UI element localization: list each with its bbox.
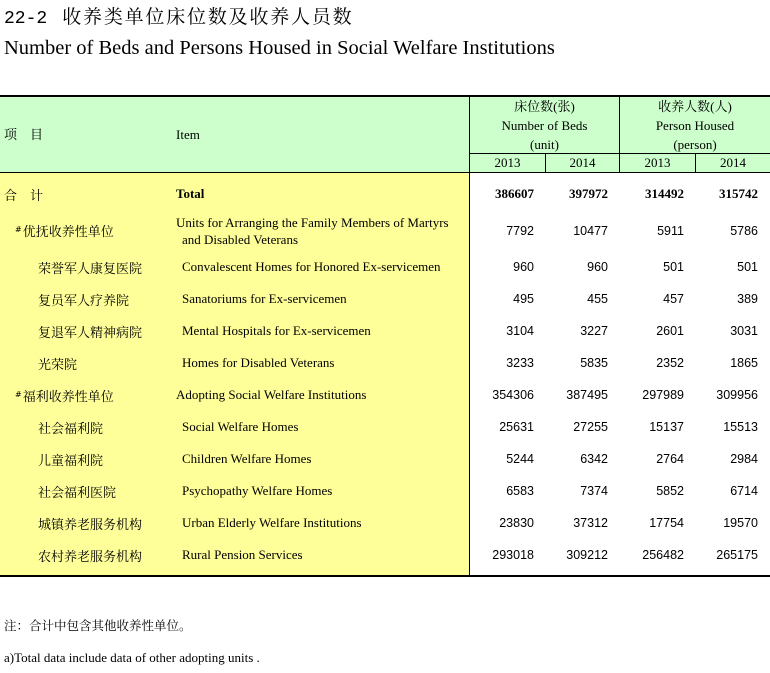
table-row bbox=[0, 251, 770, 283]
persons-2013-value: 457 bbox=[663, 292, 684, 306]
beds-2014-value: 5835 bbox=[580, 356, 608, 370]
persons-2013-value: 15137 bbox=[649, 420, 684, 434]
table-row-total bbox=[0, 175, 770, 213]
beds-2013-value: 5244 bbox=[506, 452, 534, 466]
table-row bbox=[0, 211, 770, 250]
beds-2013-value: 495 bbox=[513, 292, 534, 306]
item-en: Psychopathy Welfare Homes bbox=[182, 483, 333, 498]
header-item-en: Item bbox=[176, 127, 200, 142]
beds-2014-value: 10477 bbox=[573, 223, 608, 238]
item-zh: 儿童福利院 bbox=[38, 452, 104, 468]
item-zh: 社会福利医院 bbox=[38, 484, 117, 500]
item-en-line-2: and Disabled Veterans bbox=[182, 231, 299, 247]
beds-2013-value: 293018 bbox=[492, 548, 534, 562]
header-persons-year-2014: 2014 bbox=[720, 155, 746, 170]
item-zh: 复员军人疗养院 bbox=[38, 292, 130, 308]
header-group-beds bbox=[470, 97, 619, 154]
persons-2013-value: 314492 bbox=[645, 186, 684, 201]
beds-2013-value: 23830 bbox=[499, 516, 534, 530]
header-item-zh: 项 目 bbox=[4, 127, 44, 142]
persons-2013-value: 2601 bbox=[656, 324, 684, 338]
persons-2013-value: 5852 bbox=[656, 484, 684, 498]
persons-2014-value: 2984 bbox=[730, 452, 758, 466]
header-beds-zh: 床位数(张) bbox=[514, 99, 575, 114]
table-row bbox=[0, 539, 770, 571]
persons-2014-value: 3031 bbox=[730, 324, 758, 338]
beds-2014-value: 387495 bbox=[566, 388, 608, 402]
table-number: 22-2 bbox=[4, 9, 48, 29]
table-row bbox=[0, 507, 770, 539]
persons-2014-value: 1865 bbox=[730, 356, 758, 370]
item-en: Mental Hospitals for Ex-servicemen bbox=[182, 323, 371, 338]
item-en: Total bbox=[176, 186, 205, 201]
item-en: Adopting Social Welfare Institutions bbox=[176, 387, 367, 402]
footnote-en: a)Total data include data of other adopting units . bbox=[4, 650, 260, 665]
table-title-en: Number of Beds and Persons Housed in Social Welfare Institutions bbox=[4, 37, 555, 59]
persons-2013-value: 501 bbox=[663, 260, 684, 274]
header-bottom-rule bbox=[0, 172, 770, 173]
header-persons-year-2013: 2013 bbox=[644, 155, 671, 170]
item-en bbox=[172, 214, 470, 248]
persons-2014-value: 5786 bbox=[730, 223, 758, 238]
item-zh: 城镇养老服务机构 bbox=[38, 516, 143, 532]
beds-2013-value: 386607 bbox=[495, 186, 534, 201]
beds-2014-value: 309212 bbox=[566, 548, 608, 562]
item-en: Convalescent Homes for Honored Ex-servicemen bbox=[182, 259, 441, 274]
persons-2014-value: 6714 bbox=[730, 484, 758, 498]
beds-2014-value: 960 bbox=[587, 260, 608, 274]
header-persons-unit: (person) bbox=[673, 137, 717, 152]
header-beds-en: Number of Beds bbox=[501, 118, 588, 133]
persons-2014-value: 315742 bbox=[719, 186, 758, 201]
beds-2014-value: 7374 bbox=[580, 484, 608, 498]
persons-2014-value: 15513 bbox=[723, 420, 758, 434]
table-row bbox=[0, 443, 770, 475]
persons-2013-value: 297989 bbox=[642, 388, 684, 402]
item-zh: 农村养老服务机构 bbox=[38, 548, 143, 564]
beds-2014-value: 6342 bbox=[580, 452, 608, 466]
item-zh: 复退军人精神病院 bbox=[38, 324, 143, 340]
persons-2013-value: 2764 bbox=[656, 452, 684, 466]
beds-2013-value: 960 bbox=[513, 260, 534, 274]
beds-2014-value: 3227 bbox=[580, 324, 608, 338]
header-beds-unit: (unit) bbox=[530, 137, 559, 152]
persons-2014-value: 389 bbox=[737, 292, 758, 306]
item-zh: 荣誉军人康复医院 bbox=[38, 260, 143, 276]
persons-2014-value: 19570 bbox=[723, 516, 758, 530]
item-zh: 光荣院 bbox=[38, 356, 78, 372]
persons-2013-value: 2352 bbox=[656, 356, 684, 370]
table-row bbox=[0, 315, 770, 347]
item-zh: 社会福利院 bbox=[38, 420, 104, 436]
header-persons-zh: 收养人数(人) bbox=[658, 99, 732, 114]
table-title bbox=[4, 8, 353, 28]
item-en: Social Welfare Homes bbox=[182, 419, 299, 434]
header-group-persons bbox=[620, 97, 770, 154]
table-row bbox=[0, 379, 770, 411]
beds-2014-value: 27255 bbox=[573, 420, 608, 434]
item-zh bbox=[0, 386, 172, 405]
beds-2014-value: 397972 bbox=[569, 186, 608, 201]
beds-2013-value: 3104 bbox=[506, 324, 534, 338]
persons-2013-value: 17754 bbox=[649, 516, 684, 530]
header-beds-year-2013: 2013 bbox=[494, 155, 521, 170]
footnote-zh: 注：合计中包含其他收养性单位。 bbox=[4, 619, 192, 633]
beds-2013-value: 6583 bbox=[506, 484, 534, 498]
table-title-zh: 收养类单位床位数及收养人员数 bbox=[62, 7, 354, 28]
item-en: Rural Pension Services bbox=[182, 547, 303, 562]
persons-2014-value: 501 bbox=[737, 260, 758, 274]
table-row bbox=[0, 347, 770, 379]
persons-2013-value: 256482 bbox=[642, 548, 684, 562]
item-en-line-1: Units for Arranging the Family Members of Martyrs bbox=[176, 214, 449, 230]
table-bottom-rule bbox=[0, 575, 770, 577]
item-en: Urban Elderly Welfare Institutions bbox=[182, 515, 362, 530]
persons-2013-value: 5911 bbox=[657, 223, 684, 238]
item-zh-label: 优抚收养性单位 bbox=[22, 224, 114, 239]
of-which-mark: # bbox=[15, 225, 22, 234]
item-zh: 合 计 bbox=[4, 187, 44, 203]
persons-2014-value: 265175 bbox=[716, 548, 758, 562]
table-row bbox=[0, 283, 770, 315]
beds-2014-value: 455 bbox=[587, 292, 608, 306]
item-en: Homes for Disabled Veterans bbox=[182, 355, 335, 370]
beds-2013-value: 3233 bbox=[506, 356, 534, 370]
beds-2013-value: 354306 bbox=[492, 388, 534, 402]
item-zh-label: 福利收养性单位 bbox=[22, 388, 114, 404]
persons-2014-value: 309956 bbox=[716, 388, 758, 402]
table-row bbox=[0, 475, 770, 507]
beds-2014-value: 37312 bbox=[573, 516, 608, 530]
beds-2013-value: 7792 bbox=[506, 223, 534, 238]
item-en: Children Welfare Homes bbox=[182, 451, 312, 466]
beds-2013-value: 25631 bbox=[499, 420, 534, 434]
table-row bbox=[0, 411, 770, 443]
of-which-mark: # bbox=[15, 389, 22, 399]
item-zh bbox=[0, 221, 172, 240]
header-persons-en: Person Housed bbox=[655, 118, 735, 133]
item-en: Sanatoriums for Ex-servicemen bbox=[182, 291, 347, 306]
header-beds-year-2014: 2014 bbox=[569, 155, 596, 170]
